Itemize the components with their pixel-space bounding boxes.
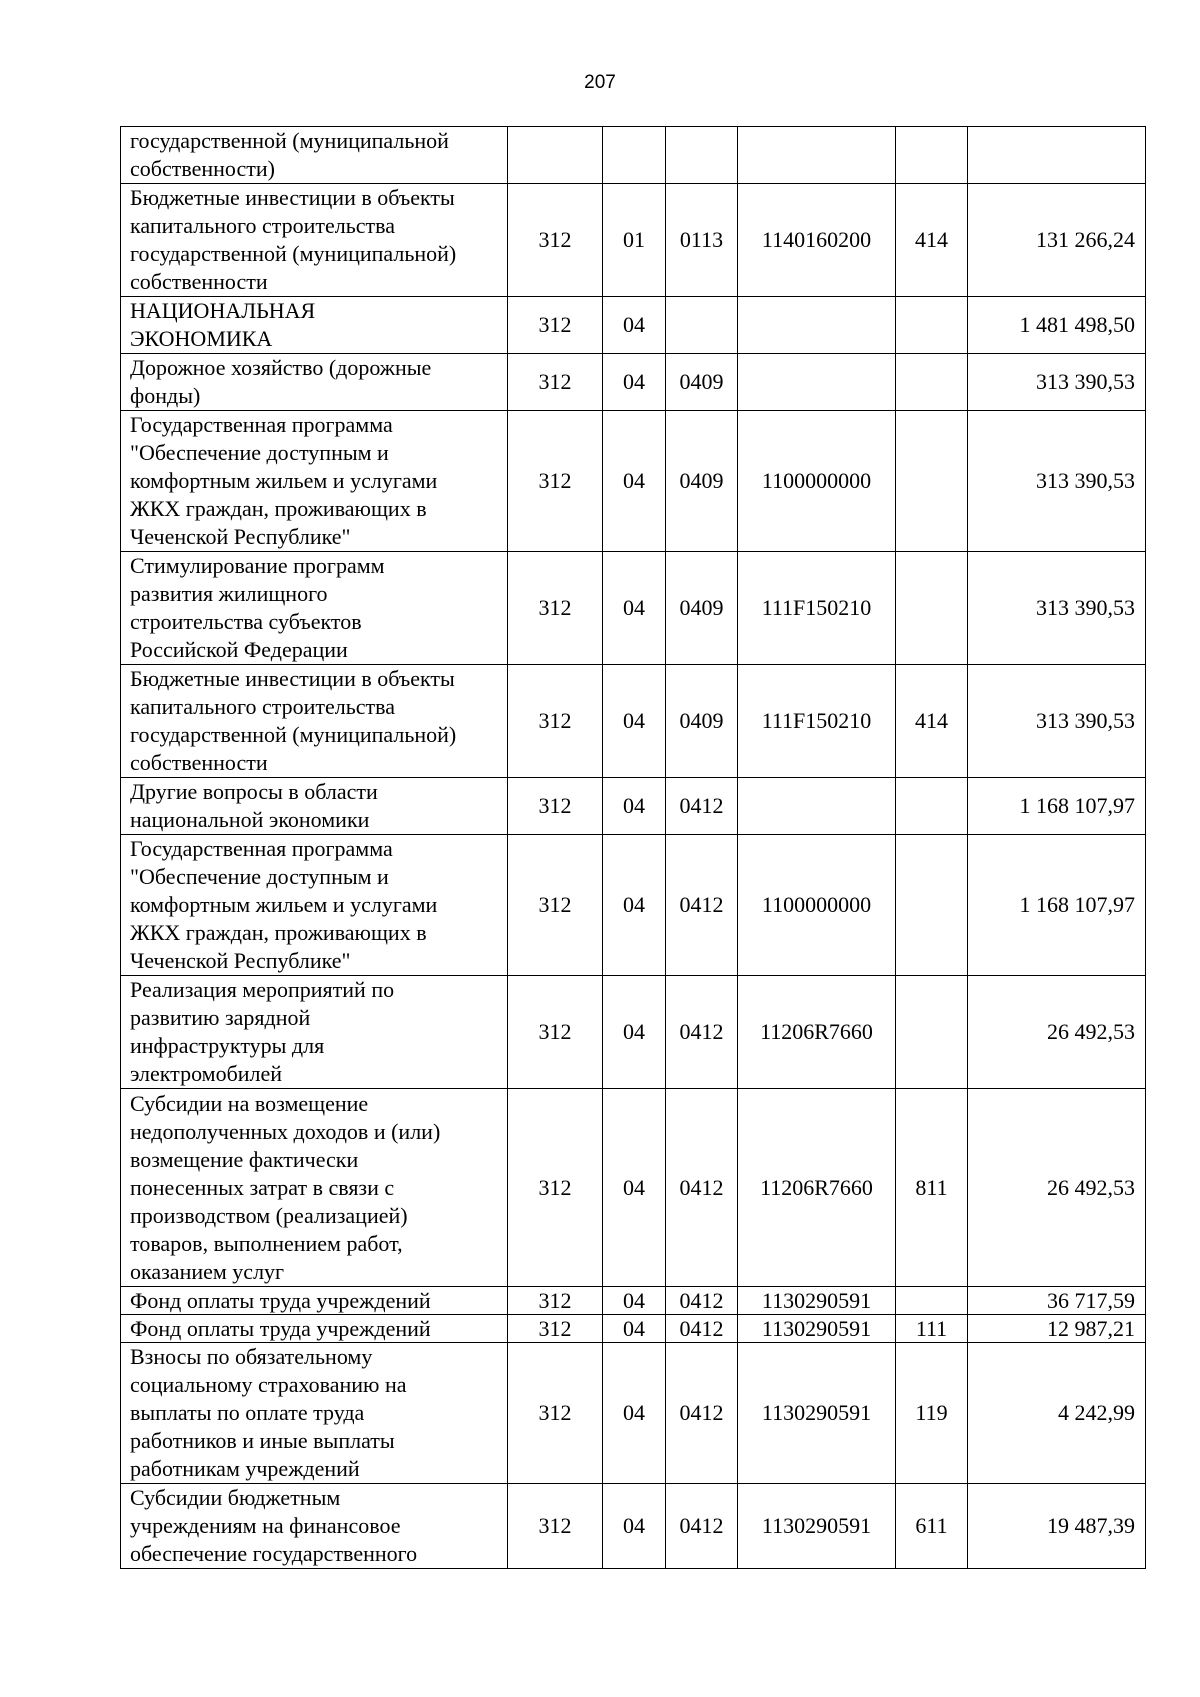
- admin-code-cell: 312: [508, 665, 603, 778]
- amount-cell: 36 717,59: [968, 1287, 1146, 1315]
- section-code-cell: 04: [603, 411, 666, 552]
- target-article-cell: 111F150210: [738, 552, 896, 665]
- amount-cell: 19 487,39: [968, 1484, 1146, 1569]
- target-article-cell: 1140160200: [738, 184, 896, 297]
- amount-cell: 26 492,53: [968, 1089, 1146, 1287]
- subsection-code-cell: 0409: [666, 411, 738, 552]
- budget-table: [120, 126, 1146, 1569]
- admin-code-cell: 312: [508, 976, 603, 1089]
- table-row: [121, 1287, 1146, 1315]
- section-code-cell: 04: [603, 835, 666, 976]
- subsection-code-cell: 0412: [666, 778, 738, 835]
- admin-code-cell: 312: [508, 411, 603, 552]
- target-article-cell: [738, 354, 896, 411]
- admin-code-cell: 312: [508, 1287, 603, 1315]
- target-article-cell: 11206R7660: [738, 1089, 896, 1287]
- amount-cell: 313 390,53: [968, 552, 1146, 665]
- amount-cell: 1 168 107,97: [968, 835, 1146, 976]
- section-code-cell: 04: [603, 297, 666, 354]
- section-code-cell: 01: [603, 184, 666, 297]
- amount-cell: 26 492,53: [968, 976, 1146, 1089]
- section-code-cell: 04: [603, 1484, 666, 1569]
- target-article-cell: 1130290591: [738, 1287, 896, 1315]
- admin-code-cell: 312: [508, 1343, 603, 1484]
- expense-name-cell: Государственная программа "Обеспечение доступным и комфортным жильем и услугами ЖКХ граждан, проживающих в Чеченской Республике": [121, 835, 508, 976]
- expense-type-cell: 111: [896, 1315, 968, 1343]
- expense-type-cell: [896, 976, 968, 1089]
- subsection-code-cell: [666, 297, 738, 354]
- admin-code-cell: 312: [508, 552, 603, 665]
- admin-code-cell: 312: [508, 835, 603, 976]
- table-row: [121, 411, 1146, 552]
- expense-type-cell: 119: [896, 1343, 968, 1484]
- expense-type-cell: [896, 127, 968, 184]
- subsection-code-cell: 0409: [666, 552, 738, 665]
- admin-code-cell: 312: [508, 1089, 603, 1287]
- subsection-code-cell: 0113: [666, 184, 738, 297]
- section-code-cell: [603, 127, 666, 184]
- amount-cell: 313 390,53: [968, 354, 1146, 411]
- expense-type-cell: 414: [896, 665, 968, 778]
- table-row: [121, 127, 1146, 184]
- table-row: [121, 976, 1146, 1089]
- subsection-code-cell: 0412: [666, 835, 738, 976]
- target-article-cell: [738, 297, 896, 354]
- expense-name-cell: Другие вопросы в области национальной экономики: [121, 778, 508, 835]
- expense-name-cell: Государственная программа "Обеспечение доступным и комфортным жильем и услугами ЖКХ граждан, проживающих в Чеченской Республике": [121, 411, 508, 552]
- admin-code-cell: 312: [508, 184, 603, 297]
- expense-name-cell: Бюджетные инвестиции в объекты капитального строительства государственной (муниципальной) собственности: [121, 184, 508, 297]
- section-code-cell: 04: [603, 1315, 666, 1343]
- amount-cell: [968, 127, 1146, 184]
- target-article-cell: 1130290591: [738, 1315, 896, 1343]
- expense-name-cell: государственной (муниципальной собственности): [121, 127, 508, 184]
- subsection-code-cell: [666, 127, 738, 184]
- table-row: [121, 184, 1146, 297]
- expense-type-cell: 811: [896, 1089, 968, 1287]
- expense-type-cell: [896, 1287, 968, 1315]
- expense-name-cell: Бюджетные инвестиции в объекты капитального строительства государственной (муниципальной) собственности: [121, 665, 508, 778]
- subsection-code-cell: 0412: [666, 1287, 738, 1315]
- amount-cell: 313 390,53: [968, 665, 1146, 778]
- expense-name-cell: Стимулирование программ развития жилищного строительства субъектов Российской Федерации: [121, 552, 508, 665]
- amount-cell: 1 481 498,50: [968, 297, 1146, 354]
- amount-cell: 1 168 107,97: [968, 778, 1146, 835]
- expense-type-cell: [896, 354, 968, 411]
- expense-type-cell: [896, 411, 968, 552]
- target-article-cell: 1100000000: [738, 411, 896, 552]
- admin-code-cell: 312: [508, 297, 603, 354]
- subsection-code-cell: 0412: [666, 1484, 738, 1569]
- page-number: 207: [584, 72, 616, 93]
- expense-type-cell: 414: [896, 184, 968, 297]
- subsection-code-cell: 0409: [666, 354, 738, 411]
- section-code-cell: 04: [603, 1343, 666, 1484]
- admin-code-cell: [508, 127, 603, 184]
- expense-name-cell: Фонд оплаты труда учреждений: [121, 1287, 508, 1315]
- subsection-code-cell: 0412: [666, 1343, 738, 1484]
- table-row: [121, 552, 1146, 665]
- expense-type-cell: [896, 552, 968, 665]
- expense-name-cell: Дорожное хозяйство (дорожные фонды): [121, 354, 508, 411]
- table-row: [121, 1484, 1146, 1569]
- section-code-cell: 04: [603, 778, 666, 835]
- target-article-cell: [738, 127, 896, 184]
- admin-code-cell: 312: [508, 1315, 603, 1343]
- table-row: [121, 1315, 1146, 1343]
- target-article-cell: 1100000000: [738, 835, 896, 976]
- amount-cell: 131 266,24: [968, 184, 1146, 297]
- expense-name-cell: НАЦИОНАЛЬНАЯ ЭКОНОМИКА: [121, 297, 508, 354]
- expense-name-cell: Реализация мероприятий по развитию зарядной инфраструктуры для электромобилей: [121, 976, 508, 1089]
- expense-name-cell: Субсидии бюджетным учреждениям на финансовое обеспечение государственного: [121, 1484, 508, 1569]
- expense-name-cell: Взносы по обязательному социальному страхованию на выплаты по оплате труда работников и иные выплаты работникам учреждений: [121, 1343, 508, 1484]
- table-row: [121, 778, 1146, 835]
- section-code-cell: 04: [603, 1287, 666, 1315]
- amount-cell: 313 390,53: [968, 411, 1146, 552]
- section-code-cell: 04: [603, 552, 666, 665]
- table-row: [121, 297, 1146, 354]
- target-article-cell: 1130290591: [738, 1484, 896, 1569]
- section-code-cell: 04: [603, 1089, 666, 1287]
- table-body: [121, 127, 1146, 1569]
- admin-code-cell: 312: [508, 778, 603, 835]
- expense-type-cell: [896, 835, 968, 976]
- expense-type-cell: 611: [896, 1484, 968, 1569]
- expense-name-cell: Фонд оплаты труда учреждений: [121, 1315, 508, 1343]
- admin-code-cell: 312: [508, 1484, 603, 1569]
- target-article-cell: 111F150210: [738, 665, 896, 778]
- expense-type-cell: [896, 778, 968, 835]
- table-row: [121, 665, 1146, 778]
- amount-cell: 12 987,21: [968, 1315, 1146, 1343]
- table-row: [121, 354, 1146, 411]
- expense-name-cell: Субсидии на возмещение недополученных доходов и (или) возмещение фактически понесенных затрат в связи с производством (реализацией) товаров, выполнением работ, оказанием услуг: [121, 1089, 508, 1287]
- admin-code-cell: 312: [508, 354, 603, 411]
- subsection-code-cell: 0412: [666, 1315, 738, 1343]
- target-article-cell: [738, 778, 896, 835]
- target-article-cell: 11206R7660: [738, 976, 896, 1089]
- table-row: [121, 1343, 1146, 1484]
- subsection-code-cell: 0412: [666, 976, 738, 1089]
- table-row: [121, 1089, 1146, 1287]
- section-code-cell: 04: [603, 976, 666, 1089]
- expense-type-cell: [896, 297, 968, 354]
- table-row: [121, 835, 1146, 976]
- section-code-cell: 04: [603, 354, 666, 411]
- subsection-code-cell: 0409: [666, 665, 738, 778]
- section-code-cell: 04: [603, 665, 666, 778]
- target-article-cell: 1130290591: [738, 1343, 896, 1484]
- amount-cell: 4 242,99: [968, 1343, 1146, 1484]
- subsection-code-cell: 0412: [666, 1089, 738, 1287]
